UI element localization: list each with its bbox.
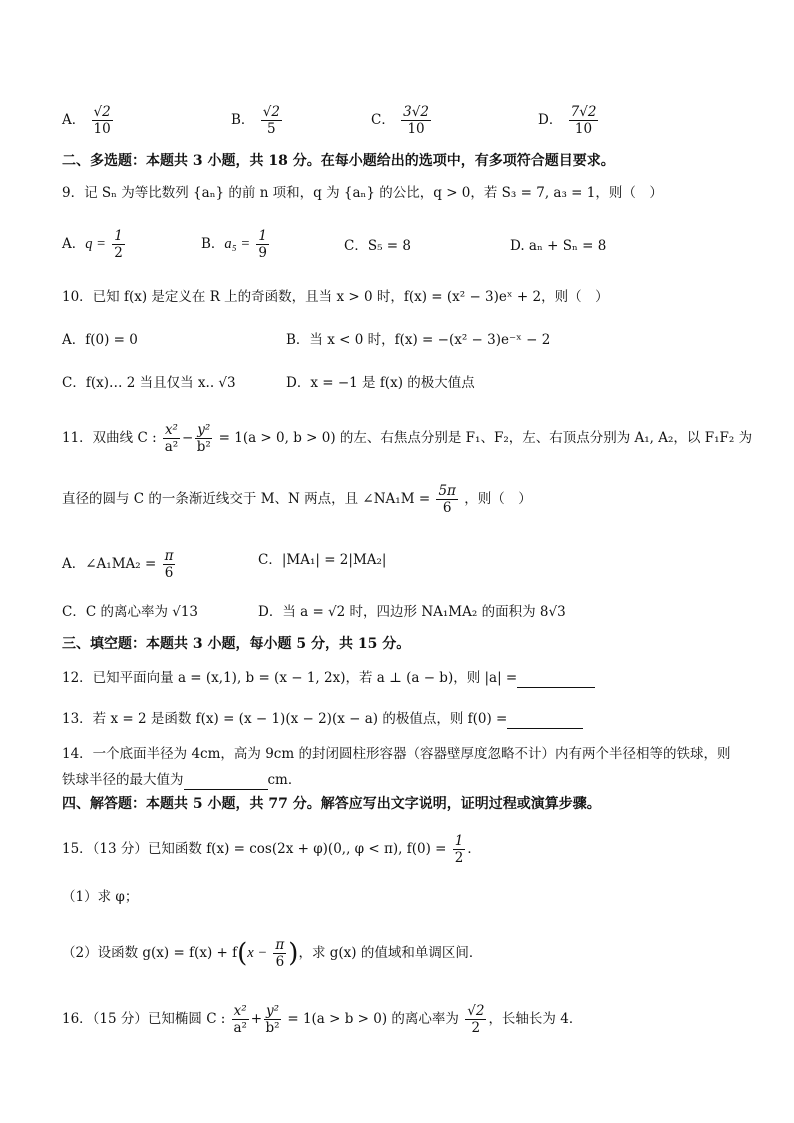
question-15-stem: 15．（13 分）已知函数 f(x) = cos(2x + φ)(0,, φ < π), f(0) = $\frac{1}{2}$ ．	[62, 833, 481, 866]
q10-option-d: D．x = −1 是 f(x) 的极大值点	[286, 375, 475, 391]
question-16-stem: 16．（15 分）已知椭圆 C : $\frac{\text{x²}}{\text{a²}}$ + $\frac{\text{y²}}{\text{b²}}$ = 1(a > b > 0) 的离心率为 $\frac{√2}{2}$ ，长轴长为 4．	[62, 1003, 583, 1036]
q9-option-c: C．S₅ = 8	[344, 238, 411, 254]
answer-blank-14	[184, 769, 268, 790]
q8-option-b-fraction: $\frac{√2}{5}$	[262, 104, 280, 137]
q8-option-a: A． $\frac{√2}{10}$	[62, 104, 111, 137]
answer-blank-13	[507, 708, 583, 729]
section-2-heading: 二、多选题：本题共 3 小题，共 18 分。在每小题给出的选项中，有多项符合题目要求。	[62, 153, 615, 169]
q11-option-c-second: C．C 的离心率为 √13	[62, 604, 199, 620]
question-9-stem: 9．记 Sₙ 为等比数列 {aₙ} 的前 n 项和，q 为 {aₙ} 的公比，q > 0，若 S₃ = 7, a₃ = 1，则（ ）	[62, 185, 663, 201]
q8-option-a-fraction: $\frac{√2}{10}$	[93, 104, 111, 137]
question-13: 13．若 x = 2 是函数 f(x) = (x − 1)(x − 2)(x − a) 的极值点，则 f(0) =	[62, 708, 583, 729]
q11-option-a: A．∠A₁MA₂ = $\frac{\pi}{6}$	[62, 548, 174, 581]
q11-option-d: D．当 a = √2 时，四边形 NA₁MA₂ 的面积为 8√3	[258, 604, 566, 620]
question-15-part-1: （1）求 φ；	[62, 889, 139, 905]
question-11-stem-line-2: 直径的圆与 C 的一条渐近线交于 M、N 两点，且 ∠NA₁M = $\frac{5\pi}{6}$ ，则（ ）	[62, 483, 532, 516]
q10-option-b: B．当 x < 0 时，f(x) = −(x² − 3)e⁻ˣ − 2	[286, 332, 551, 348]
q9-option-a: A．q = $\frac{1}{2}$	[62, 228, 123, 261]
question-12: 12．已知平面向量 a = (x,1), b = (x − 1, 2x)，若 a ⊥ (a − b)，则 |a| =	[62, 667, 595, 688]
question-14-line-2: 铁球半径的最大值为 cm．	[62, 769, 301, 790]
section-4-heading: 四、解答题：本题共 5 小题，共 77 分。解答应写出文字说明，证明过程或演算步骤。	[62, 796, 601, 812]
q8-option-c: C． $\frac{3√2}{10}$	[371, 104, 429, 137]
question-10-stem: 10．已知 f(x) 是定义在 R 上的奇函数，且当 x > 0 时，f(x) = (x² − 3)eˣ + 2，则（ ）	[62, 289, 609, 305]
q9-option-d: D. aₙ + Sₙ = 8	[510, 238, 607, 254]
q9-option-b: B．a₅ = $\frac{1}{9}$	[201, 228, 268, 261]
q10-option-c: C．f(x)… 2 当且仅当 x.. √3	[62, 375, 236, 391]
q8-option-d: D． $\frac{7√2}{10}$	[538, 104, 597, 137]
q11-option-c-first: C．|MA₁| = 2|MA₂|	[258, 552, 387, 568]
answer-blank-12	[517, 667, 595, 688]
question-15-part-2: （2）设函数 g(x) = f(x) + f(x − $\frac{\pi}{6}$ )，求 g(x) 的值域和单调区间．	[62, 937, 483, 970]
question-11-stem-line-1: 11．双曲线 C : $\frac{\text{x²}}{\text{a²}}$ − $\frac{\text{y²}}{\text{b²}}$ = 1(a > 0, b > 0) 的左、右焦点分别是 F₁、F₂，左、右顶点分别为 A₁, A₂，以 F₁F₂ 为	[62, 422, 753, 455]
q8-option-b: B． $\frac{√2}{5}$	[231, 104, 280, 137]
section-3-heading: 三、填空题：本题共 3 小题，每小题 5 分，共 15 分。	[62, 636, 411, 652]
q8-option-d-fraction: $\frac{7√2}{10}$	[570, 104, 597, 137]
question-14-line-1: 14．一个底面半径为 4cm，高为 9cm 的封闭圆柱形容器（容器壁厚度忽略不计）内有两个半径相等的铁球，则	[62, 746, 731, 762]
q8-option-c-fraction: $\frac{3√2}{10}$	[403, 104, 429, 137]
q10-option-a: A．f(0) = 0	[62, 332, 138, 348]
